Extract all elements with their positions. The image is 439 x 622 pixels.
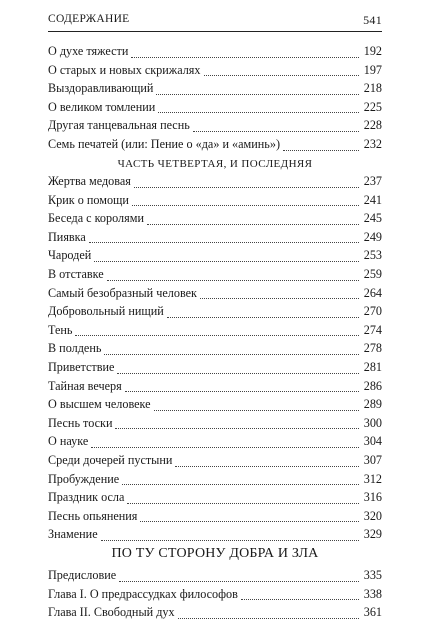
toc-entry-page: 259 <box>363 266 382 281</box>
toc-entry-title: Пиявка <box>48 229 86 244</box>
dot-leader <box>75 335 359 336</box>
book-page <box>48 0 382 620</box>
toc-entry <box>48 470 382 489</box>
toc-entry-title: В полдень <box>48 341 102 356</box>
header-rule <box>48 31 382 32</box>
toc-entry <box>48 265 382 284</box>
toc-entry <box>48 79 382 98</box>
book-heading: ПО ТУ СТОРОНУ ДОБРА И ЗЛА <box>111 546 319 561</box>
toc-entry <box>48 191 382 210</box>
dot-leader <box>200 298 359 299</box>
toc-entry-title: Тень <box>48 322 73 337</box>
dot-leader <box>115 428 359 429</box>
toc-entry-title: Глава II. Свободный дух <box>48 605 175 620</box>
dot-leader <box>241 599 359 600</box>
toc-entry <box>48 377 382 396</box>
toc-entry <box>48 42 382 61</box>
running-header-title: СОДЕРЖАНИЕ <box>48 13 130 25</box>
toc-entry <box>48 603 382 622</box>
toc-entry <box>48 395 382 414</box>
toc-entry-title: Выздоравливающий <box>48 81 154 96</box>
toc-entry-page: 304 <box>363 434 382 449</box>
toc-entry <box>48 414 382 433</box>
toc-entry-title: Крик о помощи <box>48 192 129 207</box>
dot-leader <box>193 131 359 132</box>
toc-entry <box>48 432 382 451</box>
toc-entry-page: 361 <box>363 605 382 620</box>
toc-entry <box>48 135 382 154</box>
toc-entry-page: 289 <box>363 397 382 412</box>
toc-entry-title: Праздник осла <box>48 490 125 505</box>
toc-entry-title: Песнь опьянения <box>48 508 138 523</box>
dot-leader <box>147 224 359 225</box>
toc-entry-page: 225 <box>363 99 382 114</box>
toc-entry-title: Приветствие <box>48 359 115 374</box>
dot-leader <box>94 261 359 262</box>
toc-entry <box>48 302 382 321</box>
toc-entry-title: В отставке <box>48 266 104 281</box>
dot-leader <box>91 447 359 448</box>
dot-leader <box>283 150 359 151</box>
toc-entry-page: 300 <box>363 415 382 430</box>
toc-entry-title: Беседа с королями <box>48 211 144 226</box>
toc-entry-title: О старых и новых скрижалях <box>48 62 201 77</box>
toc-entry-title: О великом томлении <box>48 99 156 114</box>
toc-entry-title: Глава I. О предрассудках философов <box>48 586 238 601</box>
toc-entry-title: Чародей <box>48 248 92 263</box>
toc-entry-title: Другая танцевальная песнь <box>48 118 190 133</box>
toc-entry <box>48 451 382 470</box>
toc-entry <box>48 525 382 544</box>
toc-entry-page: 192 <box>363 44 382 58</box>
toc-entry-page: 312 <box>363 471 382 486</box>
toc-entry <box>48 246 382 265</box>
toc-entry-page: 270 <box>363 304 382 319</box>
running-header <box>48 13 382 31</box>
dot-leader <box>175 466 359 467</box>
dot-leader <box>167 317 359 318</box>
toc-list-part4 <box>48 172 382 544</box>
toc-entry-title: Предисловие <box>48 568 117 582</box>
toc-entry <box>48 488 382 507</box>
dot-leader <box>204 75 360 76</box>
toc-entry <box>48 321 382 340</box>
toc-list-beyond-good-evil <box>48 566 382 622</box>
dot-leader <box>154 410 359 411</box>
dot-leader <box>127 503 359 504</box>
dot-leader <box>89 242 359 243</box>
toc-entry-title: О духе тяжести <box>48 44 129 58</box>
page-number: 541 <box>363 13 382 27</box>
toc-entry <box>48 172 382 191</box>
toc-entry-title: Семь печатей (или: Пение о «да» и «аминь») <box>48 136 281 151</box>
toc-entry-page: 281 <box>363 359 382 374</box>
toc-entry <box>48 98 382 117</box>
toc-entry <box>48 339 382 358</box>
toc-entry-page: 278 <box>363 341 382 356</box>
dot-leader <box>132 205 359 206</box>
toc-entry-page: 245 <box>363 211 382 226</box>
toc-entry-page: 249 <box>363 229 382 244</box>
dot-leader <box>134 187 359 188</box>
dot-leader <box>125 391 359 392</box>
dot-leader <box>178 618 359 619</box>
toc-entry-page: 338 <box>363 586 382 601</box>
toc-entry-page: 241 <box>363 192 382 207</box>
toc-entry <box>48 566 382 585</box>
toc-entry-title: О науке <box>48 434 89 449</box>
toc-entry-page: 237 <box>363 174 382 188</box>
toc-entry-page: 253 <box>363 248 382 263</box>
toc-entry <box>48 358 382 377</box>
toc-entry-page: 316 <box>363 490 382 505</box>
toc-list-part3 <box>48 42 382 154</box>
toc-entry <box>48 116 382 135</box>
dot-leader <box>119 581 359 582</box>
toc-entry-page: 320 <box>363 508 382 523</box>
toc-entry-title: Жертва медовая <box>48 174 131 188</box>
toc-entry-title: О высшем человеке <box>48 397 151 412</box>
toc-entry-page: 307 <box>363 452 382 467</box>
toc-entry-page: 264 <box>363 285 382 300</box>
dot-leader <box>156 94 359 95</box>
toc-entry <box>48 284 382 303</box>
toc-entry <box>48 585 382 604</box>
dot-leader <box>122 484 359 485</box>
toc-entry <box>48 61 382 80</box>
toc-entry-page: 218 <box>363 81 382 96</box>
toc-entry-page: 335 <box>363 568 382 582</box>
toc-entry-page: 232 <box>363 136 382 151</box>
toc-entry-title: Пробуждение <box>48 471 120 486</box>
toc-entry-title: Среди дочерей пустыни <box>48 452 173 467</box>
toc-entry-title: Песнь тоски <box>48 415 113 430</box>
toc-entry <box>48 507 382 526</box>
toc-entry-page: 286 <box>363 378 382 393</box>
toc-entry <box>48 228 382 247</box>
dot-leader <box>140 521 359 522</box>
dot-leader <box>117 373 359 374</box>
section-heading-part4: ЧАСТЬ ЧЕТВЕРТАЯ, И ПОСЛЕДНЯЯ <box>117 158 313 170</box>
dot-leader <box>158 112 359 113</box>
toc-entry-page: 197 <box>363 62 382 77</box>
toc-entry-title: Знамение <box>48 527 98 542</box>
toc-entry-page: 228 <box>363 118 382 133</box>
dot-leader <box>131 57 359 58</box>
toc-entry-page: 274 <box>363 322 382 337</box>
toc-entry-title: Добровольный нищий <box>48 304 164 319</box>
toc-entry-title: Самый безобразный человек <box>48 285 197 300</box>
dot-leader <box>107 280 359 281</box>
dot-leader <box>104 354 359 355</box>
dot-leader <box>101 540 359 541</box>
toc-entry-title: Тайная вечеря <box>48 378 122 393</box>
toc-entry <box>48 209 382 228</box>
toc-entry-page: 329 <box>363 527 382 542</box>
